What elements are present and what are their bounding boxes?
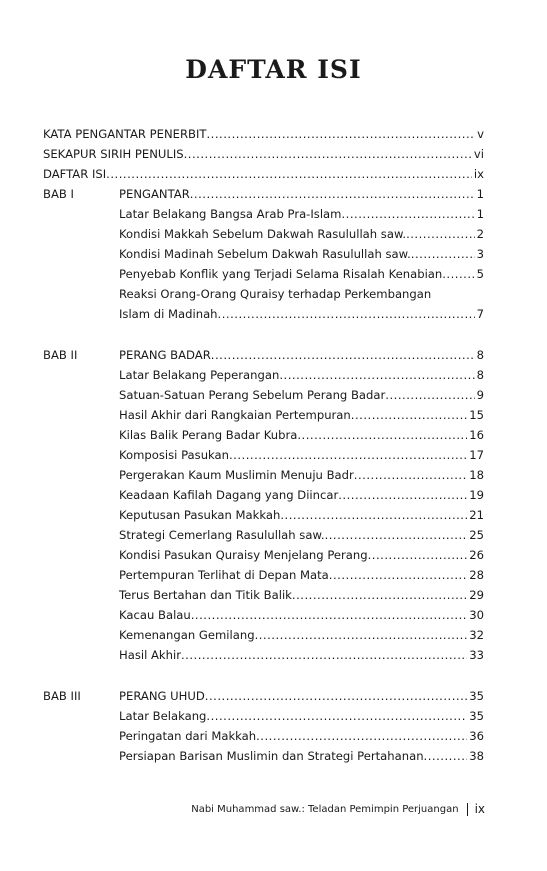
- section-row: [43, 368, 484, 388]
- toc-entry-page: 35: [469, 689, 484, 703]
- section-row: [43, 267, 484, 287]
- toc-entry-text: Satuan-Satuan Perang Sebelum Perang Badar: [119, 388, 386, 402]
- dot-leader: [368, 548, 468, 562]
- toc-entry: [119, 448, 484, 462]
- toc-entry-text: Reaksi Orang-Orang Quraisy terhadap Perkembangan: [119, 287, 432, 301]
- dot-leader: [206, 127, 475, 141]
- toc-entry: [119, 749, 484, 763]
- section-row: [43, 628, 484, 648]
- toc-entry-text: PERANG UHUD: [119, 689, 205, 703]
- toc-entry: [119, 508, 484, 522]
- chapter-row: [43, 689, 484, 709]
- table-of-contents: [43, 127, 484, 769]
- toc-entry-text: PENGANTAR: [119, 187, 190, 201]
- toc-entry: [119, 368, 484, 382]
- dot-leader: [351, 408, 467, 422]
- toc-entry-text: Kacau Balau: [119, 608, 191, 622]
- toc-entry: [43, 167, 484, 181]
- dot-leader: [292, 588, 467, 602]
- toc-entry: [119, 348, 484, 362]
- toc-row: [43, 167, 484, 187]
- toc-entry-text: Komposisi Pasukan: [119, 448, 229, 462]
- toc-entry-text: Keadaan Kafilah Dagang yang Diincar: [119, 488, 339, 502]
- section-row: [43, 207, 484, 227]
- toc-entry: [119, 548, 484, 562]
- section-row: [43, 428, 484, 448]
- dot-leader: [205, 689, 467, 703]
- dot-leader: [255, 628, 468, 642]
- dot-leader: [424, 749, 468, 763]
- toc-entry: [119, 628, 484, 642]
- toc-entry-page: 21: [469, 508, 484, 522]
- toc-entry-text: Hasil Akhir: [119, 648, 181, 662]
- toc-entry-text: Strategi Cemerlang Rasulullah saw.: [119, 528, 325, 542]
- toc-entry-page: 1: [476, 207, 484, 221]
- toc-entry-page: 15: [469, 408, 484, 422]
- toc-entry-page: 2: [476, 227, 484, 241]
- footer-divider: [467, 803, 468, 816]
- section-row: [43, 388, 484, 408]
- toc-entry: [119, 588, 484, 602]
- toc-entry-text: KATA PENGANTAR PENERBIT: [43, 127, 207, 141]
- toc-entry-text: Penyebab Konflik yang Terjadi Selama Risalah Kenabian: [119, 267, 443, 281]
- toc-entry-text: Latar Belakang: [119, 709, 207, 723]
- toc-entry: [119, 267, 484, 281]
- toc-entry: [119, 287, 484, 301]
- toc-entry-page: 5: [476, 267, 484, 281]
- chapter-number: BAB III: [43, 689, 81, 703]
- toc-entry-page: 17: [469, 448, 484, 462]
- dot-leader: [325, 528, 468, 542]
- section-row: [43, 608, 484, 628]
- section-row: [43, 508, 484, 528]
- toc-entry-text: Latar Belakang Peperangan: [119, 368, 280, 382]
- section-row: [43, 448, 484, 468]
- toc-entry-text: Kemenangan Gemilang: [119, 628, 255, 642]
- toc-entry-page: v: [477, 127, 484, 141]
- toc-entry-page: 33: [469, 648, 484, 662]
- dot-leader: [341, 207, 474, 221]
- toc-entry-text: SEKAPUR SIRIH PENULIS: [43, 147, 184, 161]
- toc-entry-page: 9: [476, 388, 484, 402]
- toc-row: [43, 147, 484, 167]
- section-row: [43, 408, 484, 428]
- toc-entry-text: PERANG BADAR: [119, 348, 211, 362]
- section-row: [43, 568, 484, 588]
- dot-leader: [211, 348, 475, 362]
- toc-entry: [119, 568, 484, 582]
- toc-entry: [119, 689, 484, 703]
- toc-entry-page: 19: [469, 488, 484, 502]
- chapter-number: BAB I: [43, 187, 74, 201]
- dot-leader: [190, 187, 475, 201]
- dot-leader: [191, 608, 467, 622]
- chapter-row: [43, 187, 484, 207]
- dot-leader: [256, 729, 467, 743]
- toc-entry: [119, 709, 484, 723]
- toc-entry-page: 38: [469, 749, 484, 763]
- toc-entry-text: Keputusan Pasukan Makkah: [119, 508, 281, 522]
- dot-leader: [279, 368, 474, 382]
- toc-entry-text: Pertempuran Terlihat di Depan Mata: [119, 568, 329, 582]
- toc-entry-text: DAFTAR ISI: [43, 167, 107, 181]
- toc-entry-page: 35: [469, 709, 484, 723]
- toc-entry-text: Terus Bertahan dan Titik Balik: [119, 588, 292, 602]
- toc-entry: [119, 187, 484, 201]
- toc-entry-page: 26: [469, 548, 484, 562]
- toc-entry: [119, 528, 484, 542]
- toc-entry-text: Latar Belakang Bangsa Arab Pra-Islam: [119, 207, 342, 221]
- section-row: [43, 227, 484, 247]
- toc-entry-page: ix: [473, 167, 484, 181]
- section-row: [43, 287, 484, 307]
- toc-entry: [119, 729, 484, 743]
- toc-entry-text: Pergerakan Kaum Muslimin Menuju Badr: [119, 468, 354, 482]
- toc-entry-page: 8: [476, 348, 484, 362]
- section-row: [43, 548, 484, 568]
- toc-entry-text: Kilas Balik Perang Badar Kubra: [119, 428, 298, 442]
- toc-entry-page: 28: [469, 568, 484, 582]
- page-footer: [191, 802, 485, 816]
- toc-entry-text: Kondisi Pasukan Quraisy Menjelang Perang: [119, 548, 368, 562]
- toc-entry-page: 18: [469, 468, 484, 482]
- toc-entry-text: Islam di Madinah: [119, 307, 218, 321]
- section-row: [43, 709, 484, 729]
- toc-entry-page: 32: [469, 628, 484, 642]
- toc-entry: [119, 608, 484, 622]
- toc-entry-text: Peringatan dari Makkah: [119, 729, 257, 743]
- dot-leader: [385, 388, 474, 402]
- dot-leader: [329, 568, 467, 582]
- toc-entry: [119, 227, 484, 241]
- toc-entry: [119, 428, 484, 442]
- toc-entry-page: 30: [469, 608, 484, 622]
- dot-leader: [206, 709, 467, 723]
- toc-entry-text: Kondisi Madinah Sebelum Dakwah Rasulullah saw.: [119, 247, 411, 261]
- section-row: [43, 648, 484, 668]
- dot-leader: [106, 167, 472, 181]
- toc-row: [43, 127, 484, 147]
- dot-leader: [411, 247, 475, 261]
- toc-entry-text: Kondisi Makkah Sebelum Dakwah Rasulullah saw.: [119, 227, 407, 241]
- dot-leader: [280, 508, 467, 522]
- dot-leader: [354, 468, 467, 482]
- running-title: Nabi Muhammad saw.: Teladan Pemimpin Perjuangan: [191, 803, 459, 815]
- toc-entry-page: 8: [476, 368, 484, 382]
- toc-entry: [119, 207, 484, 221]
- toc-entry: [119, 307, 484, 321]
- section-row: [43, 749, 484, 769]
- toc-entry-page: 25: [469, 528, 484, 542]
- dot-leader: [218, 307, 475, 321]
- toc-entry-page: 16: [469, 428, 484, 442]
- dot-leader: [442, 267, 474, 281]
- toc-entry-page: vi: [473, 147, 484, 161]
- section-row: [43, 247, 484, 267]
- toc-entry-page: 29: [469, 588, 484, 602]
- chapter-number: BAB II: [43, 348, 78, 362]
- toc-entry: [119, 388, 484, 402]
- page-title: DAFTAR ISI: [185, 55, 362, 84]
- toc-entry-text: Persiapan Barisan Muslimin dan Strategi Pertahanan: [119, 749, 424, 763]
- section-row: [43, 588, 484, 608]
- chapter-row: [43, 348, 484, 368]
- section-row: [43, 307, 484, 327]
- section-row: [43, 729, 484, 749]
- toc-entry: [43, 147, 484, 161]
- section-row: [43, 528, 484, 548]
- toc-entry-page: 3: [476, 247, 484, 261]
- toc-entry: [119, 488, 484, 502]
- toc-entry: [119, 247, 484, 261]
- section-row: [43, 488, 484, 508]
- dot-leader: [181, 648, 467, 662]
- dot-leader: [338, 488, 467, 502]
- toc-entry-text: Hasil Akhir dari Rangkaian Pertempuran: [119, 408, 351, 422]
- toc-entry: [119, 468, 484, 482]
- toc-entry: [119, 648, 484, 662]
- dot-leader: [229, 448, 467, 462]
- dot-leader: [406, 227, 475, 241]
- section-row: [43, 468, 484, 488]
- toc-entry: [119, 408, 484, 422]
- page-number: ix: [474, 802, 485, 816]
- toc-entry-page: 36: [469, 729, 484, 743]
- toc-entry-page: 1: [476, 187, 484, 201]
- toc-entry-page: 7: [476, 307, 484, 321]
- toc-entry: [43, 127, 484, 141]
- dot-leader: [184, 147, 472, 161]
- dot-leader: [297, 428, 467, 442]
